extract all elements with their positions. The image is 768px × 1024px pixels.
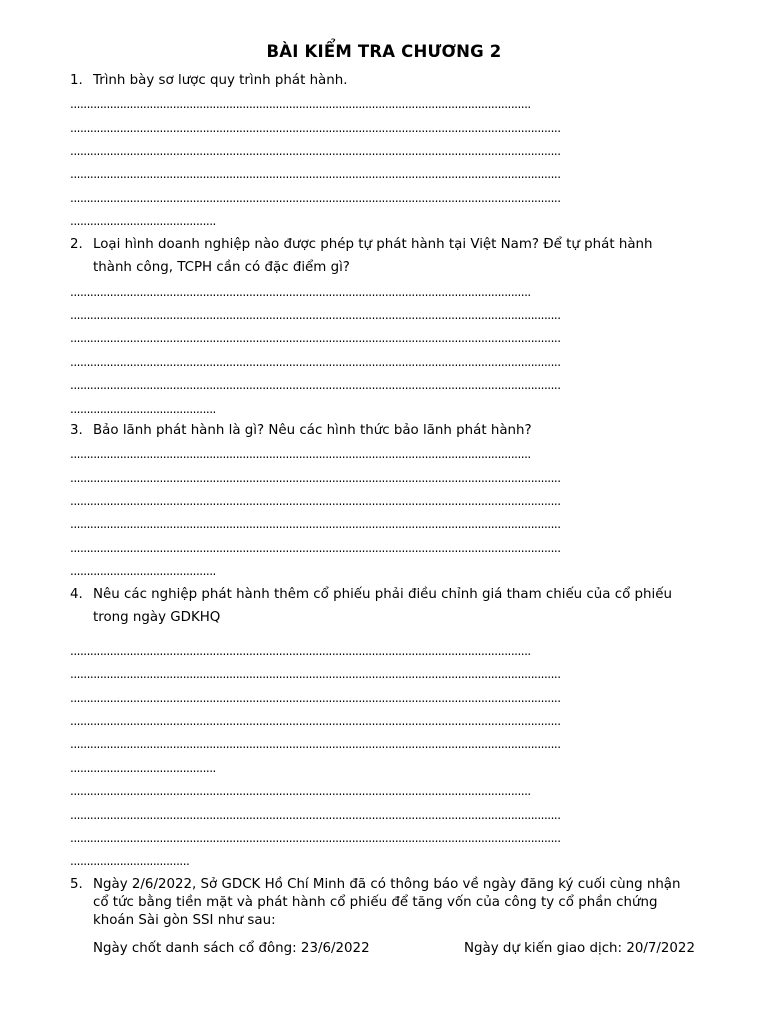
answer-line[interactable]: .................................................................................................................................................... [70,191,561,205]
answer-line[interactable]: ........................................................................................................................................... [70,285,531,299]
question-2-text-cont: thành công, TCPH cần có đặc điểm gì? [93,260,350,275]
question-5-text: Ngày 2/6/2022, Sở GDCK Hồ Chí Minh đã có thông báo về ngày đăng ký cuối cùng nhận [93,877,681,892]
answer-line[interactable]: .................................................................................................................................................... [70,831,561,845]
answer-line[interactable]: .................................................................................................................................................... [70,355,561,369]
question-3-number: 3. [70,423,83,438]
question-4-number: 4. [70,587,83,602]
answer-line[interactable]: .................................................................................................................................................... [70,331,561,345]
page-title: BÀI KIỂM TRA CHƯƠNG 2 [266,42,502,61]
answer-line[interactable]: ............................................ [70,402,216,416]
answer-line[interactable]: .................................................................................................................................................... [70,714,561,728]
answer-line[interactable]: .................................................................................................................................................... [70,691,561,705]
answer-line[interactable]: ........................................................................................................................................... [70,97,531,111]
answer-line[interactable]: ........................................................................................................................................... [70,447,531,461]
question-5-number: 5. [70,877,83,892]
question-5-text-cont2: khoán Sài gòn SSI như sau: [93,913,276,928]
trade-date: Ngày dự kiến giao dịch: 20/7/2022 [464,941,695,956]
question-2-number: 2. [70,237,83,252]
answer-line[interactable]: .................................................................................................................................................... [70,471,561,485]
answer-line[interactable]: .................................... [70,854,190,868]
question-4-text: Nêu các nghiệp phát hành thêm cổ phiếu phải điều chỉnh giá tham chiếu của cổ phiếu [93,587,672,602]
answer-line[interactable]: .................................................................................................................................................... [70,144,561,158]
answer-line[interactable]: .................................................................................................................................................... [70,167,561,181]
question-3-text: Bảo lãnh phát hành là gì? Nêu các hình thức bảo lãnh phát hành? [93,423,532,438]
question-2-text: Loại hình doanh nghiệp nào được phép tự phát hành tại Việt Nam? Để tự phát hành [93,237,653,252]
answer-line[interactable]: ............................................ [70,564,216,578]
question-5-text-cont: cổ tức bằng tiền mặt và phát hành cổ phiếu để tăng vốn của công ty cổ phần chứng [93,895,658,910]
answer-line[interactable]: .................................................................................................................................................... [70,121,561,135]
answer-line[interactable]: .................................................................................................................................................... [70,541,561,555]
answer-line[interactable]: .................................................................................................................................................... [70,667,561,681]
answer-line[interactable]: .................................................................................................................................................... [70,308,561,322]
answer-line[interactable]: .................................................................................................................................................... [70,517,561,531]
answer-line[interactable]: .................................................................................................................................................... [70,494,561,508]
question-1-number: 1. [70,73,83,88]
answer-line[interactable]: ............................................ [70,761,216,775]
answer-line[interactable]: .................................................................................................................................................... [70,808,561,822]
answer-line[interactable]: .................................................................................................................................................... [70,378,561,392]
record-date: Ngày chốt danh sách cổ đông: 23/6/2022 [93,941,370,956]
question-1-text: Trình bày sơ lược quy trình phát hành. [93,73,348,88]
answer-line[interactable]: ........................................................................................................................................... [70,644,531,658]
question-4-text-cont: trong ngày GDKHQ [93,610,221,625]
answer-line[interactable]: ............................................ [70,214,216,228]
answer-line[interactable]: ........................................................................................................................................... [70,784,531,798]
answer-line[interactable]: .................................................................................................................................................... [70,737,561,751]
